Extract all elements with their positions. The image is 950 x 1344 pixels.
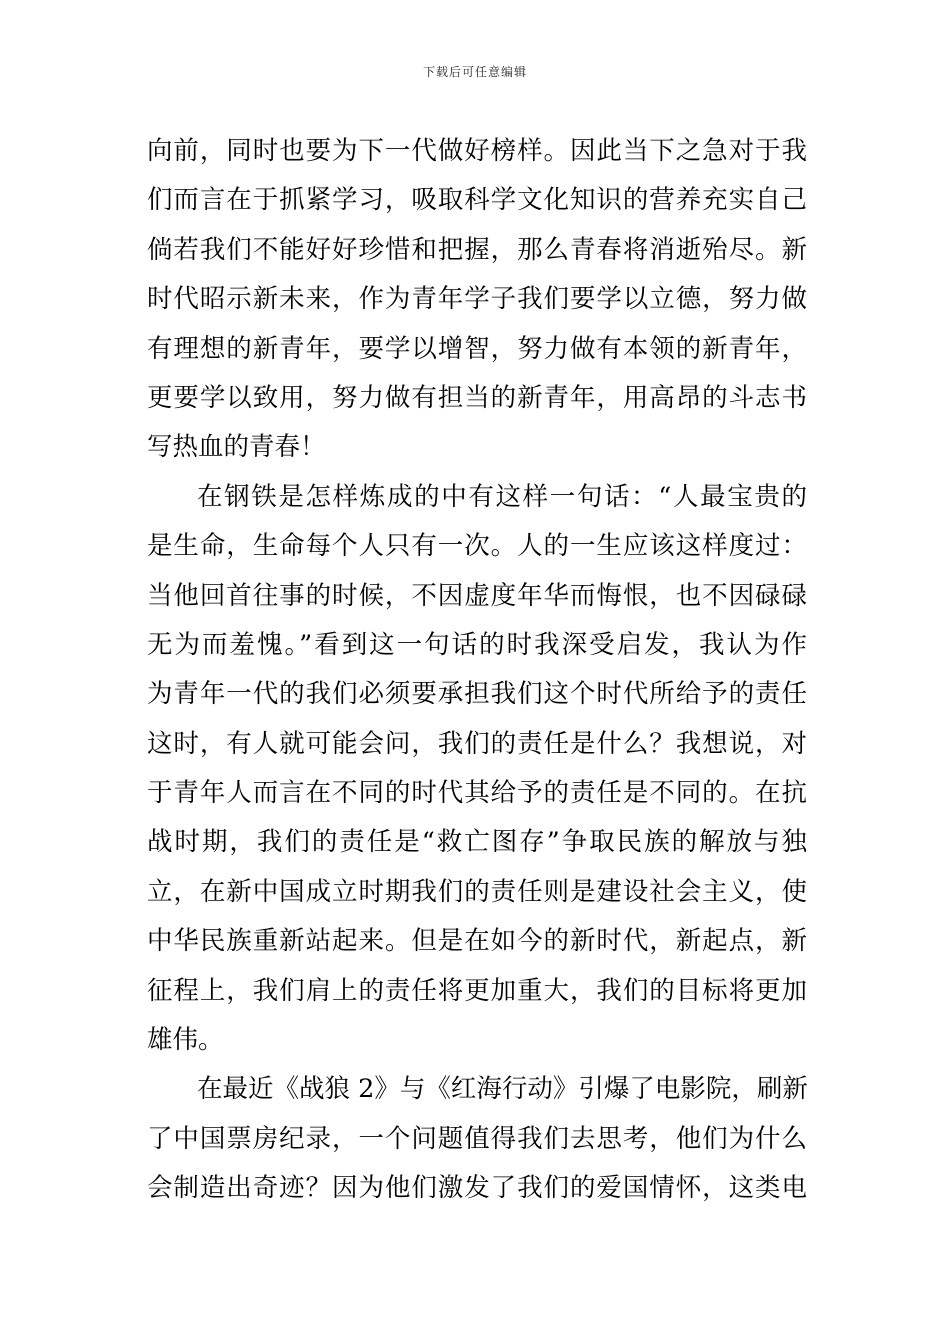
text-line: 时代昭示新未来，作为青年学子我们要学以立德，努力做 — [147, 284, 807, 315]
text-line: 无为而羞愧。”看到这一句话的时我深受启发，我认为作 — [147, 629, 807, 660]
text-line: 战时期，我们的责任是“救亡图存”争取民族的解放与独 — [147, 827, 807, 858]
text-line: 当他回首往事的时候，不因虚度年华而悔恨，也不因碌碌 — [147, 580, 807, 611]
text-line: 立，在新中国成立时期我们的责任则是建设社会主义，使 — [147, 876, 807, 907]
text-line: 于青年人而言在不同的时代其给予的责任是不同的。在抗 — [147, 778, 807, 809]
text-line: 雄伟。 — [147, 1025, 224, 1056]
page-header: 下载后可任意编辑 — [422, 65, 527, 79]
document-body — [147, 127, 807, 1214]
text-line: 有理想的新青年，要学以增智，努力做有本领的新青年， — [147, 333, 807, 364]
text-line: 是生命，生命每个人只有一次。人的一生应该这样度过： — [147, 531, 807, 562]
text-line: 为青年一代的我们必须要承担我们这个时代所给予的责任 — [147, 679, 807, 710]
text-line: 更要学以致用，努力做有担当的新青年，用高昂的斗志书 — [147, 382, 807, 413]
text-line: 写热血的青春！ — [147, 432, 326, 463]
text-line: 会制造出奇迹？因为他们激发了我们的爱国情怀，这类电 — [147, 1173, 807, 1204]
text-line: 了中国票房纪录，一个问题值得我们去思考，他们为什么 — [147, 1123, 807, 1154]
text-line: 倘若我们不能好好珍惜和把握，那么青春将消逝殆尽。新 — [147, 234, 807, 265]
text-line: 在钢铁是怎样炼成的中有这样一句话：“人最宝贵的 — [197, 481, 807, 512]
text-line: 向前，同时也要为下一代做好榜样。因此当下之急对于我 — [147, 136, 807, 166]
text-line: 这时，有人就可能会问，我们的责任是什么？我想说，对 — [147, 728, 807, 759]
text-line: 中华民族重新站起来。但是在如今的新时代，新起点，新 — [147, 926, 807, 957]
text-line: 征程上，我们肩上的责任将更加重大，我们的目标将更加 — [147, 975, 807, 1006]
text-line: 们而言在于抓紧学习，吸取科学文化知识的营养充实自己 — [147, 185, 807, 216]
text-line: 在最近《战狼 2》与《红海行动》引爆了电影院，刷新 — [197, 1074, 808, 1105]
